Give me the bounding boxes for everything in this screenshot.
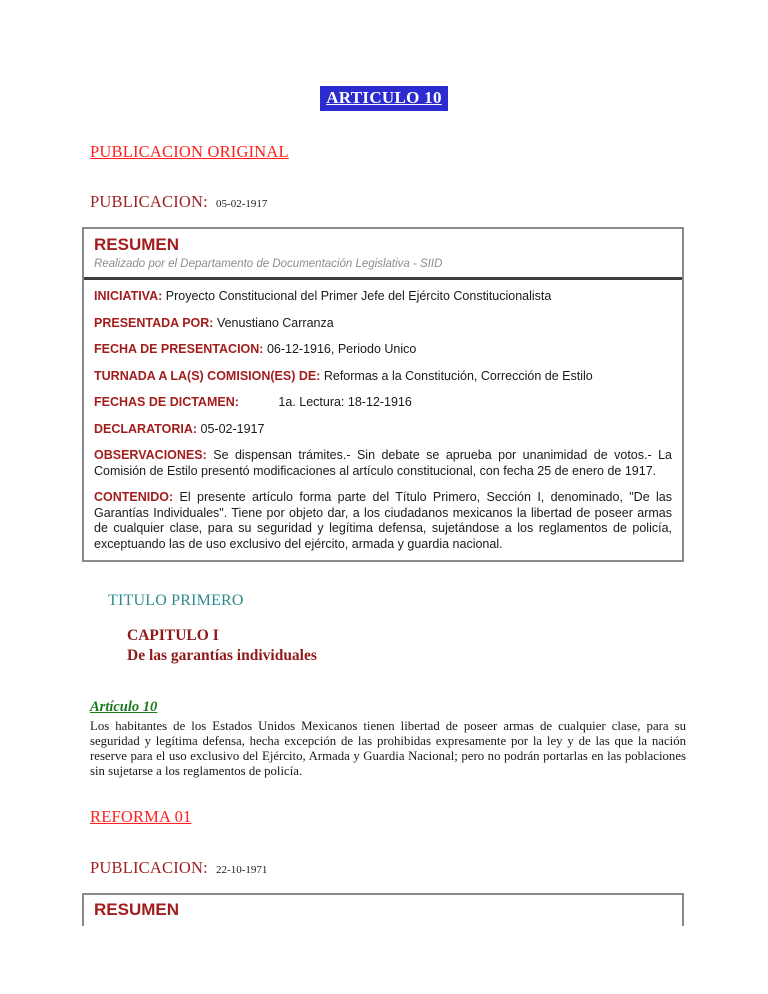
row-label: FECHAS DE DICTAMEN: <box>94 395 239 409</box>
publicacion-date: 05-02-1917 <box>216 198 268 210</box>
publicacion-original-link[interactable]: PUBLICACION ORIGINAL <box>90 142 289 161</box>
publicacion-date: 22-10-1971 <box>216 864 268 876</box>
summary-row-fechas-dictamen <box>94 395 672 411</box>
resumen-box-body <box>84 280 682 560</box>
row-value: 1a. Lectura: 18-12-1916 <box>278 395 412 409</box>
capitulo-subheading: De las garantías individuales <box>127 647 317 664</box>
row-label: FECHA DE PRESENTACION: <box>94 342 264 356</box>
publicacion-label: PUBLICACION: <box>90 858 208 877</box>
resumen-box <box>82 227 684 562</box>
row-label: OBSERVACIONES: <box>94 448 207 462</box>
articulo-10-text: Los habitantes de los Estados Unidos Mexicanos tienen libertad de poseer armas de cualquier clase, para su seguridad y legítima defensa, hecha excepción de las prohibidas expresamente por la ley y de las que la nación reserve para el uso exclusivo del Ejército, Armada y Guardia Nacional; pero no podrán portarlas en las poblaciones sin sujetarse a los reglamentos de policía. <box>90 719 686 778</box>
capitulo-heading-block <box>127 626 686 666</box>
row-value: Proyecto Constitucional del Primer Jefe del Ejército Constitucionalista <box>165 289 552 303</box>
article-title-banner[interactable]: ARTICULO 10 <box>320 86 448 111</box>
row-label: INICIATIVA: <box>94 289 163 303</box>
title-row <box>82 0 686 111</box>
row-value: Venustiano Carranza <box>216 315 334 330</box>
row-value: 06-12-1916, Periodo Unico <box>266 342 417 356</box>
resumen2-box <box>82 893 684 926</box>
publicacion-line-1 <box>90 192 686 212</box>
resumen2-title: RESUMEN <box>94 900 180 919</box>
row-label: CONTENIDO: <box>94 490 174 504</box>
summary-row-contenido <box>94 490 672 552</box>
row-value: Reformas a la Constitución, Corrección de Estilo <box>323 368 593 383</box>
resumen-subtitle: Realizado por el Departamento de Documentación Legislativa - SIID <box>94 258 443 270</box>
summary-row-presentada-por <box>94 316 672 332</box>
summary-row-iniciativa <box>94 289 672 305</box>
row-value: Se dispensan trámites.- Sin debate se aprueba por unanimidad de votos.- La Comisión de Estilo presentó modificaciones al artículo constitucional, con fecha 25 de enero de 1917. <box>94 448 672 478</box>
publicacion-label: PUBLICACION: <box>90 192 208 211</box>
publicacion-line-2 <box>90 858 686 878</box>
summary-row-fecha-presentacion <box>94 342 672 358</box>
row-label: TURNADA A LA(S) COMISION(ES) DE: <box>94 368 321 383</box>
row-label: DECLARATORIA: <box>94 421 198 436</box>
row-value: El presente artículo forma parte del Título Primero, Sección I, denominado, "De las Garantías Individuales". Tiene por objeto dar, a los ciudadanos mexicanos la libertad de poseer armas de cualquier clase, para su seguridad y legítima defensa, sujetándose a los reglamentos de policía, exceptuando las de uso exclusivo del ejército, armada y guardia nacional. <box>94 490 672 551</box>
resumen-title: RESUMEN <box>94 235 180 254</box>
reforma-01-link[interactable]: REFORMA 01 <box>90 807 192 826</box>
row-label: PRESENTADA POR: <box>94 315 214 330</box>
document-content <box>82 0 686 926</box>
row-value: 05-02-1917 <box>200 421 265 436</box>
capitulo-heading: CAPITULO I <box>127 627 219 644</box>
summary-row-turnada-comisiones <box>94 369 672 385</box>
titulo-primero-heading: TITULO PRIMERO <box>108 592 244 609</box>
summary-row-declaratoria <box>94 422 672 438</box>
resumen-box-header <box>84 229 682 280</box>
articulo-10-link[interactable]: Artículo 10 <box>90 699 158 715</box>
summary-row-observaciones <box>94 448 672 479</box>
